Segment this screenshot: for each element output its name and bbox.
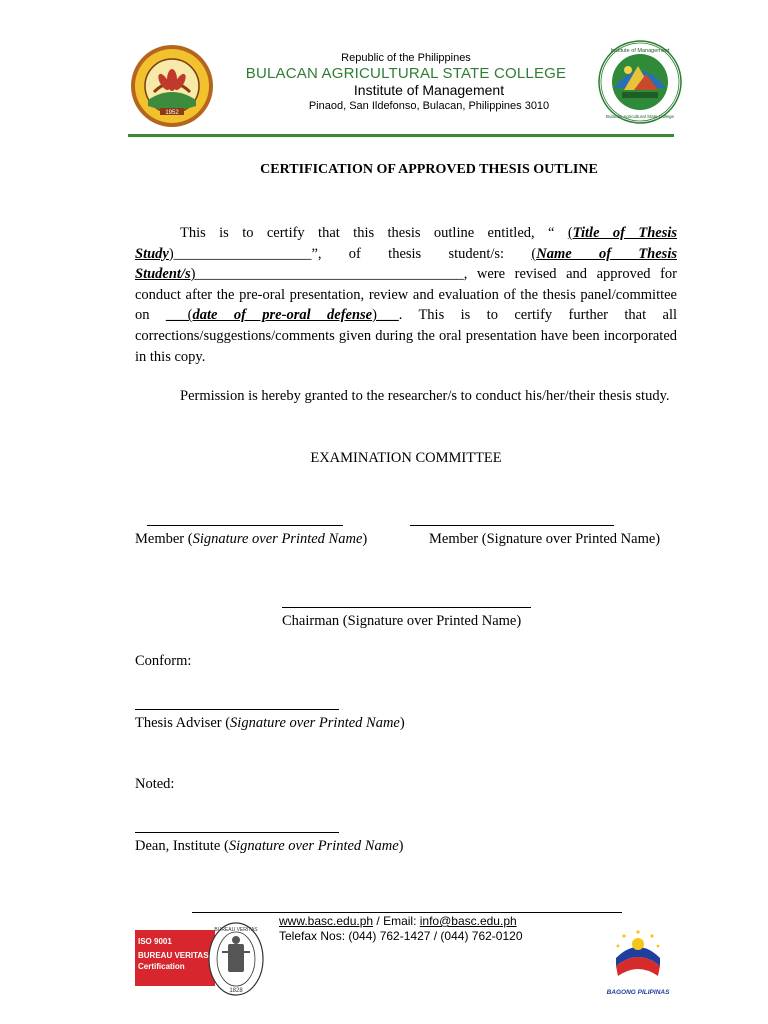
- defense-date-placeholder: date of pre-oral defense: [192, 307, 373, 324]
- logo-ring-top: Institute of Management: [610, 48, 670, 54]
- iso-certification-badge: [135, 930, 215, 986]
- iso-line-2: BUREAU VERITAS: [138, 951, 209, 960]
- bv-seal-year: 1828: [229, 988, 243, 994]
- para1-after-title: ”, of thesis student/s:: [311, 245, 505, 262]
- permission-text: Permission is hereby granted to the researcher/s to conduct his/her/their thesis study.: [180, 388, 670, 404]
- website-link[interactable]: www.basc.edu.ph: [279, 914, 374, 928]
- dean-role: Dean, Institute (: [135, 838, 229, 854]
- title-close-paren: ): [168, 245, 174, 262]
- footer-divider: [192, 912, 622, 913]
- member1-caption: [135, 531, 367, 548]
- bagong-pilipinas-text: BAGONG PILIPINAS: [606, 989, 670, 996]
- certification-paragraph: [135, 223, 677, 367]
- header-address: Pinaod, San Ildefonso, Bulacan, Philippines 3010: [308, 100, 550, 112]
- dean-signature-line[interactable]: [135, 832, 339, 833]
- para1-lead: This is to certify that this thesis outline entitled, “: [180, 225, 555, 241]
- thesis-title-placeholder: Title of Thesis Study: [135, 225, 678, 262]
- member1-hint: Signature over Printed Name: [192, 531, 363, 547]
- member1-close: ): [362, 531, 368, 547]
- iso-line-3: Certification: [138, 962, 185, 971]
- dean-hint: Signature over Printed Name: [228, 838, 399, 854]
- member2-signature-line[interactable]: [410, 525, 614, 526]
- thesis-title-blank: ___________________: [173, 245, 312, 262]
- conform-label: Conform:: [135, 653, 192, 669]
- adviser-role: Thesis Adviser (: [135, 715, 231, 731]
- para1-closing: . This is to certify further that all corrections/suggestions/comments given during the oral presentation have been incorporated in this copy.: [135, 307, 678, 365]
- member1-role: Member (: [135, 531, 193, 547]
- dean-close: ): [398, 838, 404, 854]
- email-link[interactable]: info@basc.edu.ph: [419, 914, 517, 928]
- committee-heading: EXAMINATION COMMITTEE: [310, 450, 502, 466]
- bagong-pilipinas-logo: [600, 926, 676, 998]
- student-name-placeholder: Name of Thesis Student/s: [135, 245, 677, 283]
- adviser-close: ): [399, 715, 405, 731]
- footer-telefax: Telefax Nos: (044) 762-1427 / (044) 762-0120: [279, 929, 523, 943]
- header-republic: Republic of the Philippines: [341, 52, 471, 64]
- para1-after-name: , were revised and approved for conduct after the pre-oral presentation, review and evaluation of the thesis panel/committee on: [135, 266, 677, 324]
- header-institute: Institute of Management: [353, 82, 505, 98]
- date-post: )___: [372, 307, 399, 324]
- bv-seal-top: BUREAU VERITAS: [214, 927, 258, 933]
- student-name-blank: _____________________________________: [195, 266, 464, 283]
- date-pre: ___(: [165, 307, 193, 324]
- logo-ring-bottom: Bulacan Agricultural State College: [605, 114, 675, 119]
- footer-separator: / Email:: [373, 914, 420, 928]
- dean-caption: [135, 838, 403, 855]
- member2-caption: Member (Signature over Printed Name): [429, 531, 661, 547]
- member1-signature-line[interactable]: [147, 525, 343, 526]
- noted-label: Noted:: [135, 776, 175, 792]
- header-college-name: BULACAN AGRICULTURAL STATE COLLEGE: [245, 65, 567, 82]
- header-divider: [128, 134, 674, 137]
- iso-line-1: ISO 9001: [138, 937, 172, 946]
- adviser-signature-line[interactable]: [135, 709, 339, 710]
- chairman-signature-line[interactable]: [282, 607, 531, 608]
- chairman-caption: Chairman (Signature over Printed Name): [282, 613, 522, 629]
- institute-of-management-logo: [598, 40, 682, 124]
- adviser-hint: Signature over Printed Name: [230, 715, 400, 731]
- title-open-paren: (: [567, 225, 573, 241]
- document-title: CERTIFICATION OF APPROVED THESIS OUTLINE: [260, 162, 598, 177]
- footer-contact: [279, 914, 517, 928]
- seal-year: 1952: [165, 110, 179, 116]
- name-close-paren: ): [190, 266, 196, 283]
- bureau-veritas-seal: [208, 922, 264, 996]
- permission-paragraph: [135, 386, 677, 407]
- name-open-paren: (: [531, 245, 537, 262]
- adviser-caption: [135, 715, 405, 732]
